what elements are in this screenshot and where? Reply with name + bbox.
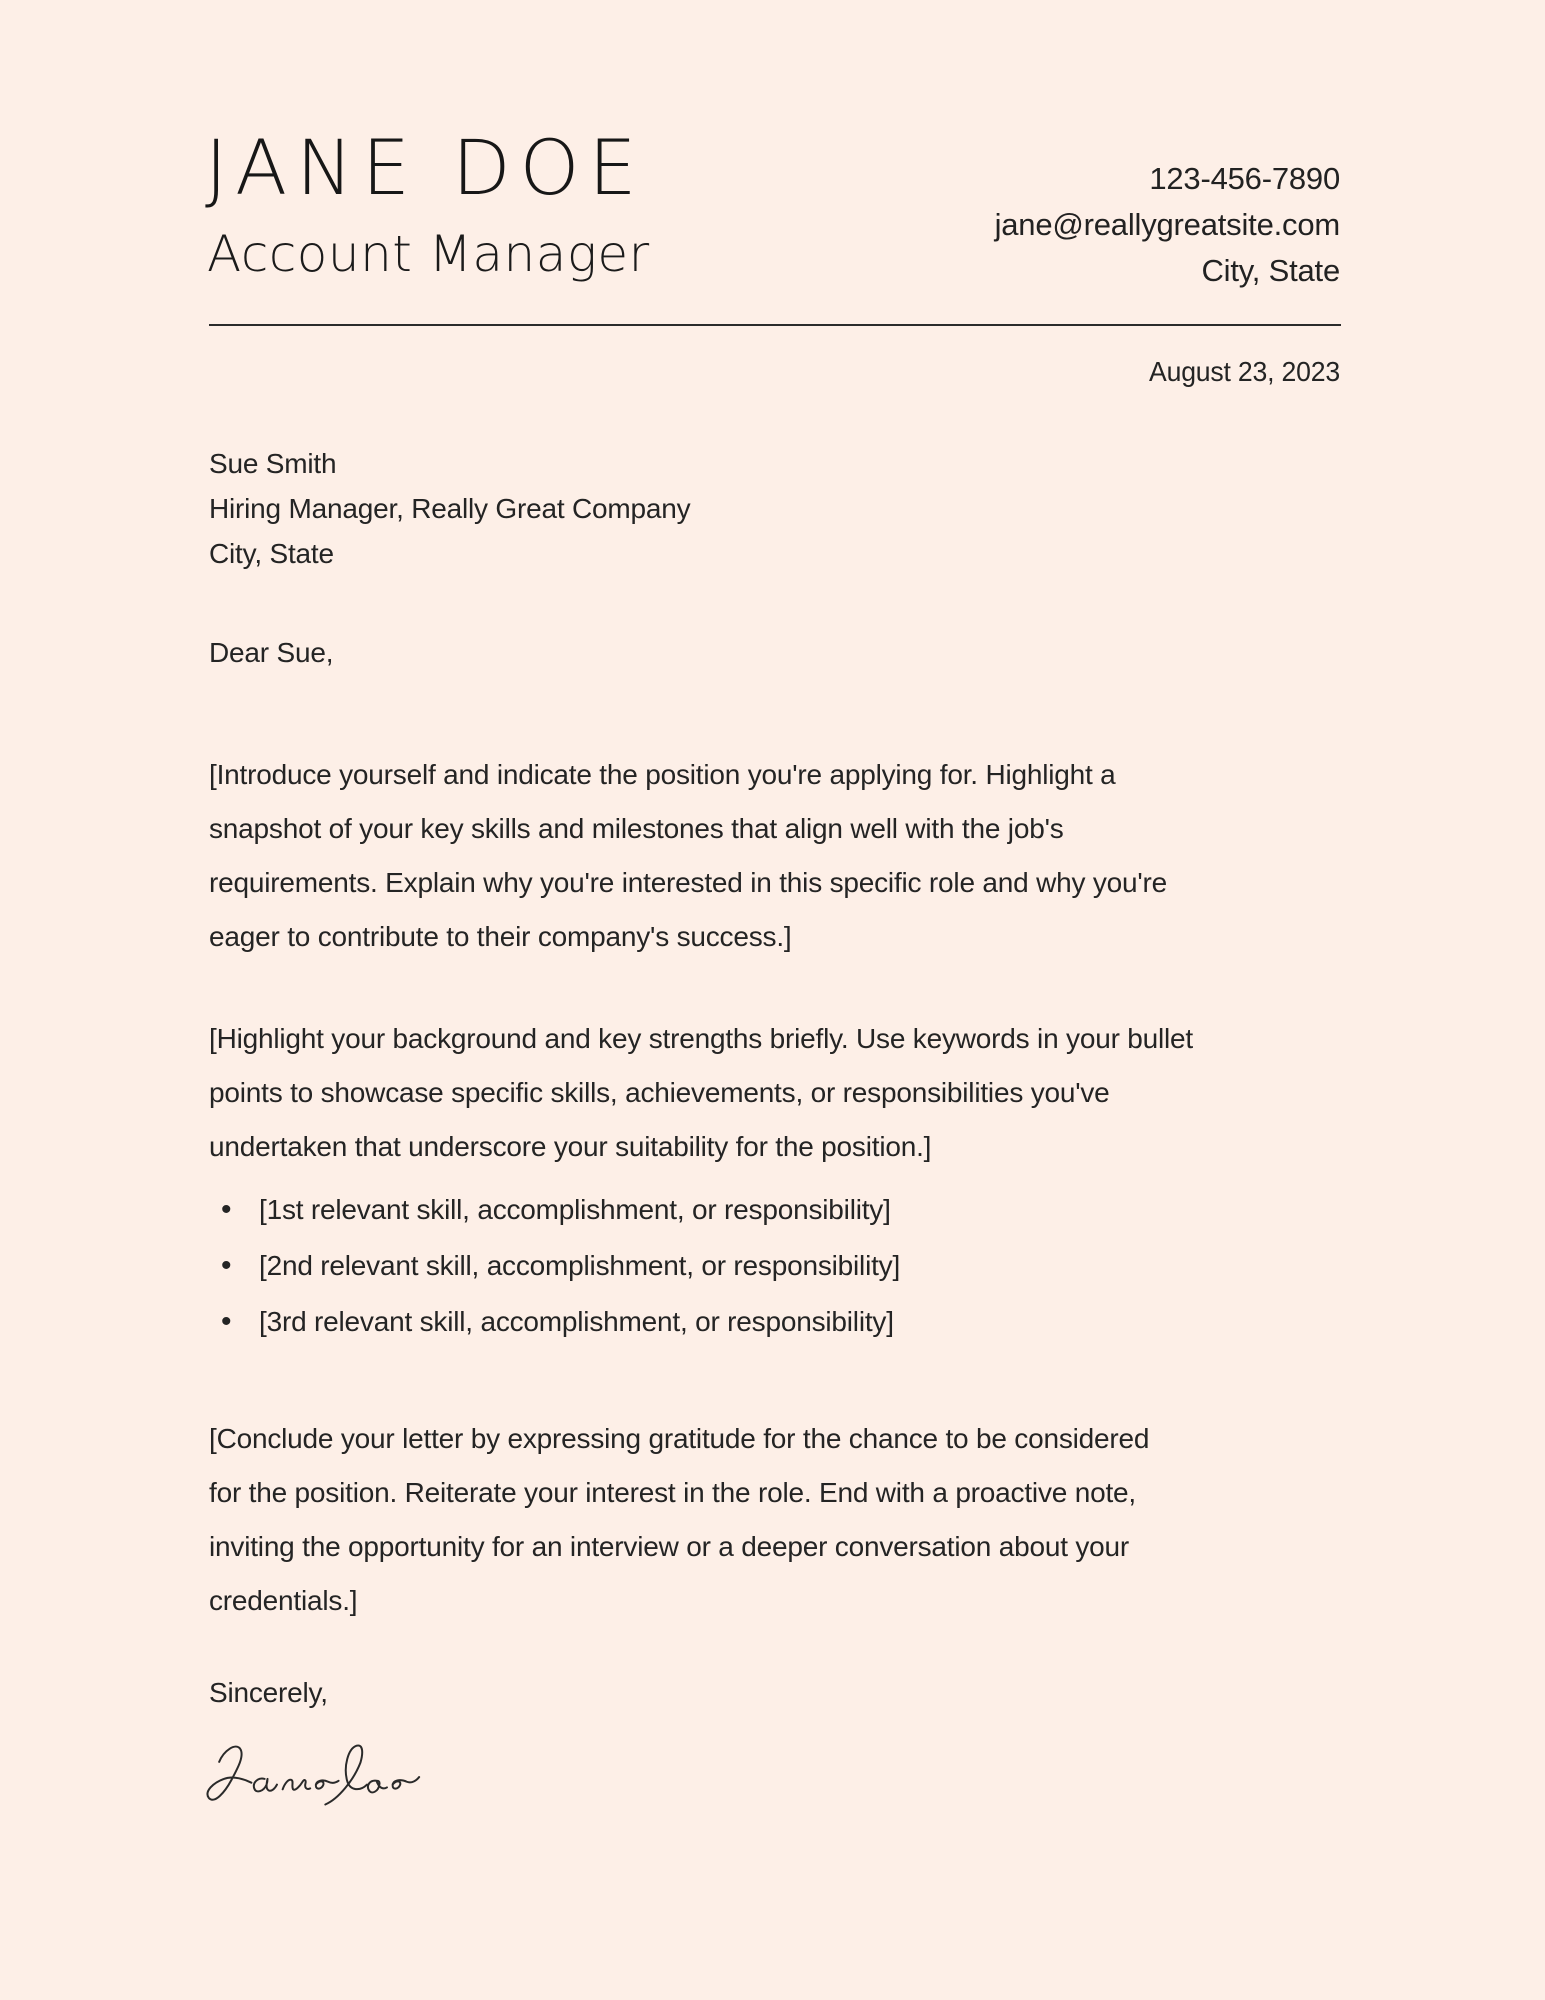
- salutation: Dear Sue,: [209, 637, 334, 668]
- skills-bullet-list: [209, 1182, 900, 1350]
- header-divider-line: [209, 324, 1341, 326]
- list-item: • [2nd relevant skill, accomplishment, or responsibility]: [209, 1238, 900, 1294]
- recipient-location: City, State: [209, 538, 334, 569]
- paragraph-body-line: [Highlight your background and key strengths briefly. Use keywords in your bullet: [209, 1023, 1194, 1054]
- paragraph-closing-line: [Conclude your letter by expressing gratitude for the chance to be considered: [209, 1423, 1150, 1454]
- contact-phone: 123-456-7890: [1149, 161, 1340, 196]
- paragraph-intro-line: snapshot of your key skills and milestones that align well with the job's: [209, 813, 1064, 844]
- paragraph-intro-line: requirements. Explain why you're interested in this specific role and why you're: [209, 867, 1168, 898]
- contact-block: [995, 156, 1340, 294]
- page-title-name: JANE DOE: [205, 123, 646, 212]
- paragraph-intro-line: eager to contribute to their company's success.]: [209, 921, 792, 952]
- contact-email: jane@reallygreatsite.com: [994, 207, 1340, 242]
- signature-svg: [204, 1738, 422, 1816]
- contact-location: City, State: [1201, 253, 1340, 288]
- paragraph-closing-line: inviting the opportunity for an interview or a deeper conversation about your: [209, 1531, 1130, 1562]
- paragraph-intro-line: [Introduce yourself and indicate the position you're applying for. Highlight a: [209, 759, 1116, 790]
- list-item: • [3rd relevant skill, accomplishment, or responsibility]: [209, 1294, 900, 1350]
- signoff: Sincerely,: [209, 1677, 328, 1708]
- list-item: • [1st relevant skill, accomplishment, or responsibility]: [209, 1182, 900, 1238]
- recipient-block: [209, 441, 690, 576]
- signature-script: [204, 1738, 422, 1816]
- paragraph-body-line: points to showcase specific skills, achievements, or responsibilities you've: [209, 1077, 1110, 1108]
- paragraph-intro: [209, 748, 1167, 964]
- recipient-name: Sue Smith: [209, 448, 337, 479]
- paragraph-body-line: undertaken that underscore your suitability for the position.]: [209, 1131, 932, 1162]
- letter-date: August 23, 2023: [1149, 356, 1340, 387]
- recipient-role-company: Hiring Manager, Really Great Company: [209, 493, 691, 524]
- paragraph-closing-line: for the position. Reiterate your interest in the role. End with a proactive note,: [209, 1477, 1136, 1508]
- paragraph-closing: [209, 1412, 1149, 1628]
- paragraph-closing-line: credentials.]: [209, 1585, 358, 1616]
- job-title: Account Manager: [207, 225, 650, 283]
- paragraph-body: [209, 1012, 1193, 1174]
